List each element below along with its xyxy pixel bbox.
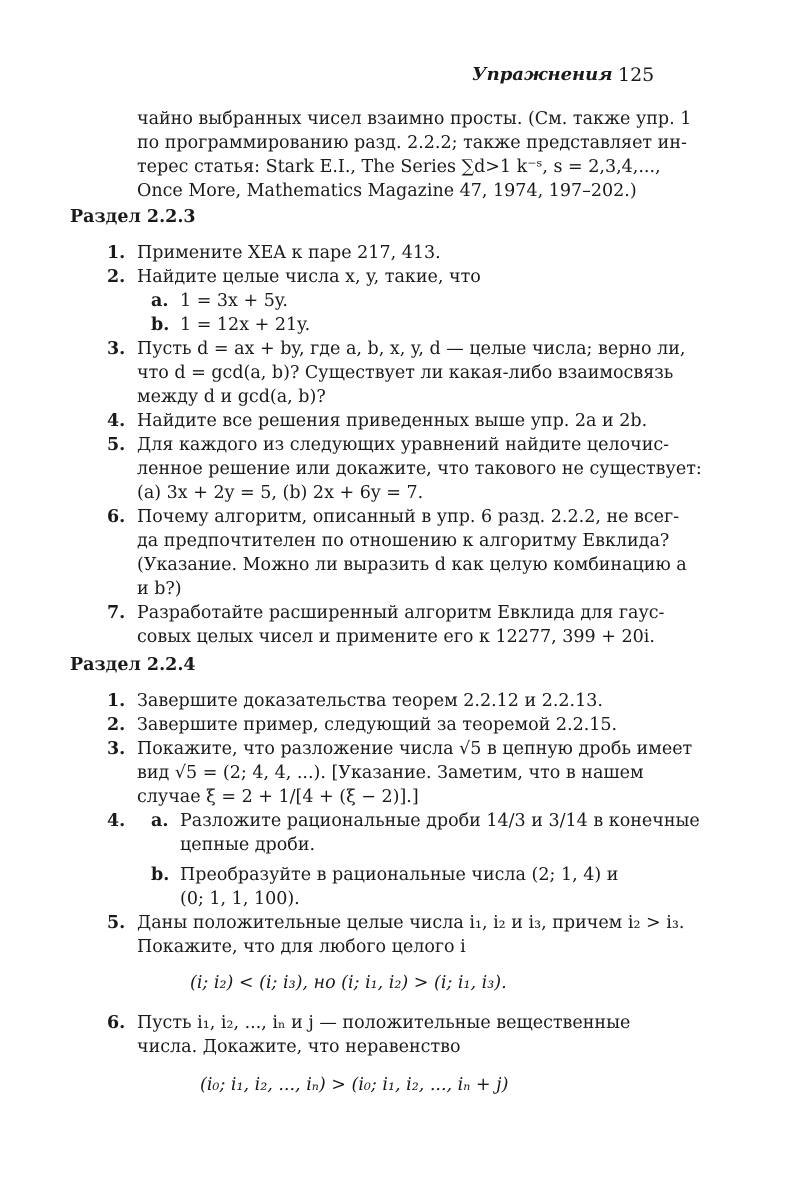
exercise-number: 2.: [107, 267, 126, 287]
exercise-text: Почему алгоритм, описанный в упр. 6 разд. 2.2.2, не всег-: [137, 507, 680, 527]
intro-line: Once More, Mathematics Magazine 47, 1974, 197–202.): [137, 181, 637, 201]
exercise-text: совых целых чисел и примените его к 12277, 399 + 20i.: [137, 627, 655, 647]
exercise-text: Найдите все решения приведенных выше упр. 2a и 2b.: [137, 411, 648, 431]
exercise-number: 6.: [107, 1013, 126, 1033]
exercise-text: да предпочтителен по отношению к алгоритму Евклида?: [137, 531, 670, 551]
exercise-text: Даны положительные целые числа i₁, i₂ и i₃, причем i₂ > i₃.: [137, 913, 685, 933]
exercise-number: 6.: [107, 507, 126, 527]
exercise-number: 2.: [107, 715, 126, 735]
exercise-number: 1.: [107, 691, 126, 711]
intro-line: терес статья: Stark E.I., The Series ∑d>1 k⁻ˢ, s = 2,3,4,...,: [137, 157, 661, 177]
exercise-text: Примените XEA к паре 217, 413.: [137, 243, 441, 263]
subitem-text: Разложите рациональные дроби 14/3 и 3/14 в конечные: [180, 811, 700, 831]
display-formula: (i₀; i₁, i₂, ..., iₙ) > (i₀; i₁, i₂, ..., iₙ + j): [200, 1075, 509, 1095]
exercise-number: 4.: [107, 411, 126, 431]
subitem-text: (0; 1, 1, 100).: [180, 889, 300, 909]
subitem-label: b.: [151, 315, 170, 335]
page-number: 125: [618, 64, 655, 86]
exercise-text: Завершите пример, следующий за теоремой 2.2.15.: [137, 715, 618, 735]
exercise-text: Разработайте расширенный алгоритм Евклида для гаус-: [137, 603, 665, 623]
exercise-text: Завершите доказательства теорем 2.2.12 и 2.2.13.: [137, 691, 603, 711]
exercise-text: Пусть i₁, i₂, ..., iₙ и j — положительные вещественные: [137, 1013, 631, 1033]
section-heading-2-2-4: Раздел 2.2.4: [70, 655, 196, 675]
subitem-label: a.: [151, 811, 169, 831]
exercise-text: (a) 3x + 2y = 5, (b) 2x + 6y = 7.: [137, 483, 424, 503]
exercise-number: 7.: [107, 603, 126, 623]
exercise-number: 3.: [107, 739, 126, 759]
subitem-label: a.: [151, 291, 169, 311]
exercise-number: 4.: [107, 811, 126, 831]
exercise-text: Для каждого из следующих уравнений найдите целочис-: [137, 435, 670, 455]
exercise-text: что d = gcd(a, b)? Существует ли какая-либо взаимосвязь: [137, 363, 674, 383]
exercise-text: вид √5 = (2; 4, 4, ...). [Указание. Заметим, что в нашем: [137, 763, 644, 783]
exercise-number: 5.: [107, 435, 126, 455]
exercise-text: Найдите целые числа x, y, такие, что: [137, 267, 481, 287]
intro-line: по программированию разд. 2.2.2; также представляет ин-: [137, 133, 687, 153]
display-formula: (i; i₂) < (i; i₃), но (i; i₁, i₂) > (i; i₁, i₃).: [190, 973, 507, 993]
subitem-text: 1 = 12x + 21y.: [180, 315, 311, 335]
subitem-text: Преобразуйте в рациональные числа (2; 1, 4) и: [180, 865, 619, 885]
exercise-number: 5.: [107, 913, 126, 933]
exercise-text: ленное решение или докажите, что такового не существует:: [137, 459, 702, 479]
exercise-text: случае ξ = 2 + 1/[4 + (ξ − 2)].]: [137, 787, 419, 807]
section-heading-2-2-3: Раздел 2.2.3: [70, 207, 196, 227]
exercise-number: 3.: [107, 339, 126, 359]
exercise-text: числа. Докажите, что неравенство: [137, 1037, 461, 1057]
exercise-text: между d и gcd(a, b)?: [137, 387, 326, 407]
exercise-text: Покажите, что для любого целого i: [137, 937, 466, 957]
subitem-text: 1 = 3x + 5y.: [180, 291, 288, 311]
subitem-label: b.: [151, 865, 170, 885]
subitem-text: цепные дроби.: [180, 835, 316, 855]
exercise-text: Покажите, что разложение числа √5 в цепную дробь имеет: [137, 739, 693, 759]
exercise-text: (Указание. Можно ли выразить d как целую комбинацию a: [137, 555, 687, 575]
exercise-number: 1.: [107, 243, 126, 263]
intro-line: чайно выбранных чисел взаимно просты. (См. также упр. 1: [137, 109, 692, 129]
exercise-text: Пусть d = ax + by, где a, b, x, y, d — целые числа; верно ли,: [137, 339, 686, 359]
exercise-text: и b?): [137, 579, 182, 599]
running-header-title: Упражнения: [472, 64, 613, 85]
